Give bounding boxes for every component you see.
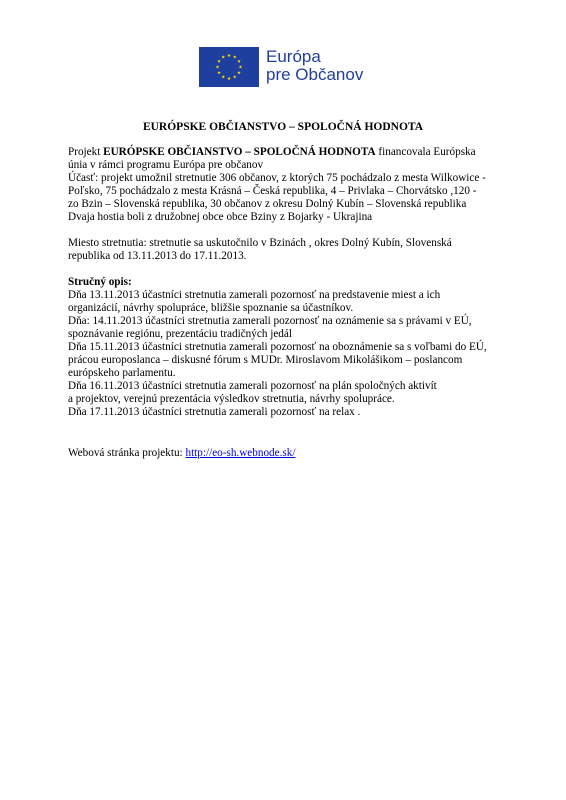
summary-line: organizácií, návrhy spolupráce, bližšie spoznanie sa účastníkov. (68, 302, 354, 314)
website-label: Webová stránka projektu: (68, 447, 186, 459)
summary-line: spoznávanie regiónu, prezentáciu tradičných jedál (68, 328, 292, 340)
participation-line: Poľsko, 75 pochádzalo z mesta Krásná – Česká republika, 4 – Privlaka – Chorvátsko ,120 - (68, 185, 477, 197)
summary-heading: Stručný opis: (68, 276, 132, 288)
project-name: EURÓPSKE OBČIANSTVO – SPOLOČNÁ HODNOTA (103, 146, 376, 158)
participation-line: Účasť: projekt umožnil stretnutie 306 občanov, z ktorých 75 pochádzalo z mesta Wilkowice - (68, 172, 486, 184)
flag-background (199, 47, 259, 87)
summary-line: Dňa 16.11.2013 účastníci stretnutia zamerali pozornosť na plán spoločných aktivít (68, 380, 437, 392)
europa-pre-obcanov-logo (199, 47, 374, 87)
project-line-2: únia v rámci programu Európa pre občanov (68, 159, 264, 171)
summary-line: Dňa 17.11.2013 účastníci stretnutia zamerali pozornosť na relax . (68, 406, 361, 418)
document-title: EURÓPSKE OBČIANSTVO – SPOLOČNÁ HODNOTA (142, 121, 424, 133)
summary-line: a projektov, verejnú prezentácia výsledkov stretnutia, návrhy spolupráce. (68, 393, 395, 405)
project-suffix: financovala Európska (375, 146, 476, 158)
summary-line: Dňa: 14.11.2013 účastníci stretnutia zamerali pozornosť na oznámenie sa s právami v EÚ, (68, 315, 472, 327)
website-link[interactable]: http://eo-sh.webnode.sk/ (185, 447, 296, 459)
participation-line: Dvaja hostia boli z družobnej obce obce Bziny z Bojarky - Ukrajina (68, 211, 373, 223)
venue-line: Miesto stretnutia: stretnutie sa uskutočnilo v Bzinách , okres Dolný Kubín, Slovenská (68, 237, 452, 249)
summary-line: európskeho parlamentu. (68, 367, 176, 379)
logo-line-1: Európa (266, 47, 321, 66)
summary-line: Dňa 13.11.2013 účastníci stretnutia zamerali pozornosť na predstavenie miest a ich (68, 289, 441, 301)
project-line-1 (68, 146, 476, 159)
participation-line: zo Bzin – Slovenská republika, 30 občanov z okresu Dolný Kubín – Slovenská republika (68, 198, 467, 210)
logo-text (266, 48, 363, 84)
summary-line: prácou europoslanca – diskusné fórum s MUDr. Miroslavom Mikolášikom – poslancom (68, 354, 463, 366)
website-line (68, 447, 295, 460)
venue-line: republika od 13.11.2013 do 17.11.2013. (68, 250, 247, 262)
summary-line: Dňa 15.11.2013 účastníci stretnutia zamerali pozornosť na oboznámenie sa s voľbami do EÚ, (68, 341, 487, 353)
eu-flag-icon (199, 47, 259, 87)
project-prefix: Projekt (68, 146, 104, 158)
logo-line-2: pre Občanov (266, 65, 364, 84)
